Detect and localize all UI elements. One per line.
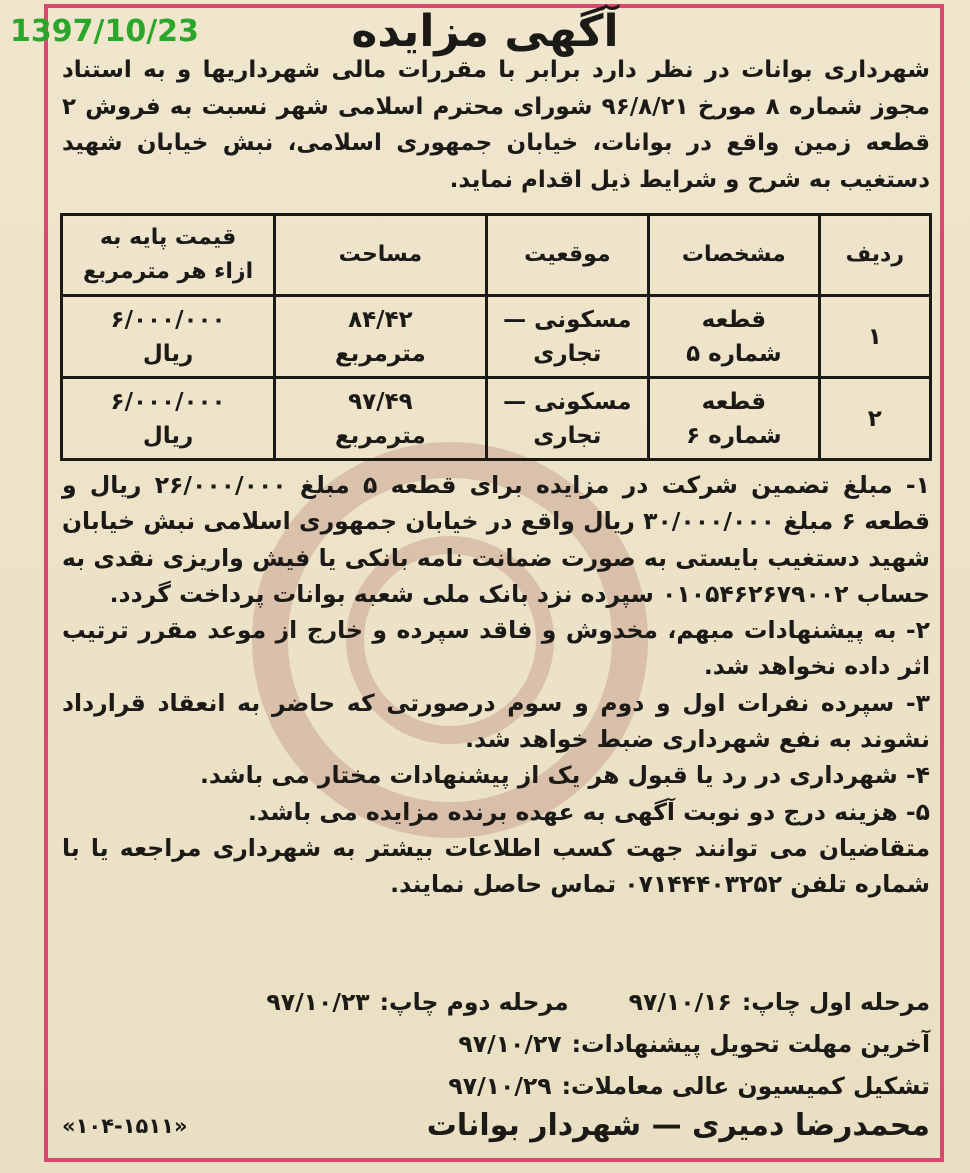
deadline-date: ۹۷/۱۰/۲۷	[458, 1030, 562, 1058]
first-print-label: مرحله اول چاپ:	[741, 988, 930, 1016]
row-price-unit: ریال	[142, 340, 194, 367]
term-4: ۴- شهرداری در رد یا قبول هر یک از پیشنهادات مختار می باشد.	[199, 761, 930, 790]
table-row	[62, 296, 931, 378]
notice-title: آگهی مزایده	[351, 6, 619, 57]
row-price	[62, 378, 275, 460]
row-number: ۱	[819, 296, 930, 378]
row-location-line-2: تجاری	[533, 422, 602, 449]
row-location	[486, 296, 649, 378]
commission-label: تشکیل کمیسیون عالی معاملات:	[561, 1072, 930, 1100]
row-location-line-1: مسکونی —	[503, 388, 632, 415]
notice-code: «۱۰۴-۱۵۱۱»	[62, 1113, 188, 1138]
terms-list	[62, 467, 930, 903]
term-5: ۵- هزینه درج دو نوبت آگهی به عهده برنده مزایده می باشد.	[247, 797, 930, 826]
plots-table	[60, 213, 932, 461]
signatory-name: محمدرضا دمیری — شهردار بوانات	[426, 1108, 930, 1143]
row-area	[275, 378, 486, 460]
first-print-date: ۹۷/۱۰/۱۶	[628, 988, 732, 1016]
term-2: ۲- به پیشنهادات مبهم، مخدوش و فاقد سپرده و خارج از موعد مقرر ترتیب اثر داده نخواهد شد.	[62, 616, 930, 681]
contact-note: متقاضیان می توانند جهت کسب اطلاعات بیشتر به شهرداری مراجعه یا با شماره تلفن ۰۷۱۴۴۴۰۳۲۵۲ تماس حاصل نمایند.	[62, 833, 930, 899]
row-spec	[649, 378, 819, 460]
print-dates-line	[62, 981, 930, 1023]
row-area-unit: مترمربع	[334, 340, 426, 367]
signature-line	[62, 1108, 930, 1143]
publication-dates	[62, 981, 930, 1107]
row-number: ۲	[819, 378, 930, 460]
second-print-label: مرحله دوم چاپ:	[379, 988, 569, 1016]
row-price-unit: ریال	[142, 422, 194, 449]
header-location: موقعیت	[486, 215, 649, 296]
deadline-label: آخرین مهلت تحویل پیشنهادات:	[571, 1030, 930, 1058]
row-spec-line-1: قطعه	[701, 388, 767, 415]
row-location-line-1: مسکونی —	[503, 306, 632, 333]
row-location	[486, 378, 649, 460]
header-price-line-2: ازاء هر مترمربع	[83, 259, 254, 284]
commission-line	[62, 1065, 930, 1107]
table-header-row	[62, 215, 931, 296]
header-price-line-1: قیمت پایه به	[99, 225, 237, 250]
row-price-value: ۶/۰۰۰/۰۰۰	[110, 388, 226, 415]
row-price-value: ۶/۰۰۰/۰۰۰	[110, 306, 226, 333]
header-area: مساحت	[275, 215, 486, 296]
row-price	[62, 296, 275, 378]
term-3: ۳- سپرده نفرات اول و دوم و سوم درصورتی که حاضر به انعقاد قرارداد نشوند به نفع شهرداری ضبط خواهد شد.	[62, 688, 930, 754]
row-area-value: ۹۷/۴۹	[348, 388, 413, 415]
row-area-value: ۸۴/۴۲	[348, 306, 413, 333]
date-stamp: 1397/10/23	[10, 14, 199, 49]
row-spec-line-1: قطعه	[701, 306, 767, 333]
second-print-date: ۹۷/۱۰/۲۳	[266, 988, 370, 1016]
table-row	[62, 378, 931, 460]
row-spec-line-2: شماره ۶	[686, 422, 782, 449]
row-area-unit: مترمربع	[334, 422, 426, 449]
header-row-number: ردیف	[819, 215, 930, 296]
header-spec: مشخصات	[649, 215, 819, 296]
row-area	[275, 296, 486, 378]
row-spec	[649, 296, 819, 378]
commission-date: ۹۷/۱۰/۲۹	[448, 1072, 552, 1100]
row-location-line-2: تجاری	[533, 340, 602, 367]
term-1: ۱- مبلغ تضمین شرکت در مزایده برای قطعه ۵ مبلغ ۲۶/۰۰۰/۰۰۰ ریال و قطعه ۶ مبلغ ۳۰/۰۰۰/۰۰۰ ریال واقع در خیابان جمهوری اسلامی نبش خیابان شهید دستغیب بایستی به صورت ضمانت نامه بانکی یا فیش واریزی نقدی به حساب ۰۱۰۵۴۶۲۶۷۹۰۰۲ سپرده نزد بانک ملی شعبه بوانات پرداخت گردد.	[62, 471, 930, 608]
row-spec-line-2: شماره ۵	[686, 340, 782, 367]
notice-intro: شهرداری بوانات در نظر دارد برابر با مقررات مالی شهرداریها و به استناد مجوز شماره ۸ مورخ ۹۶/۸/۲۱ شورای محترم اسلامی شهر نسبت به فروش ۲ قطعه زمین واقع در بوانات، خیابان جمهوری اسلامی، نبش خیابان شهید دستغیب به شرح و شرایط ذیل اقدام نماید.	[62, 57, 930, 193]
deadline-line	[62, 1023, 930, 1065]
header-price	[62, 215, 275, 296]
